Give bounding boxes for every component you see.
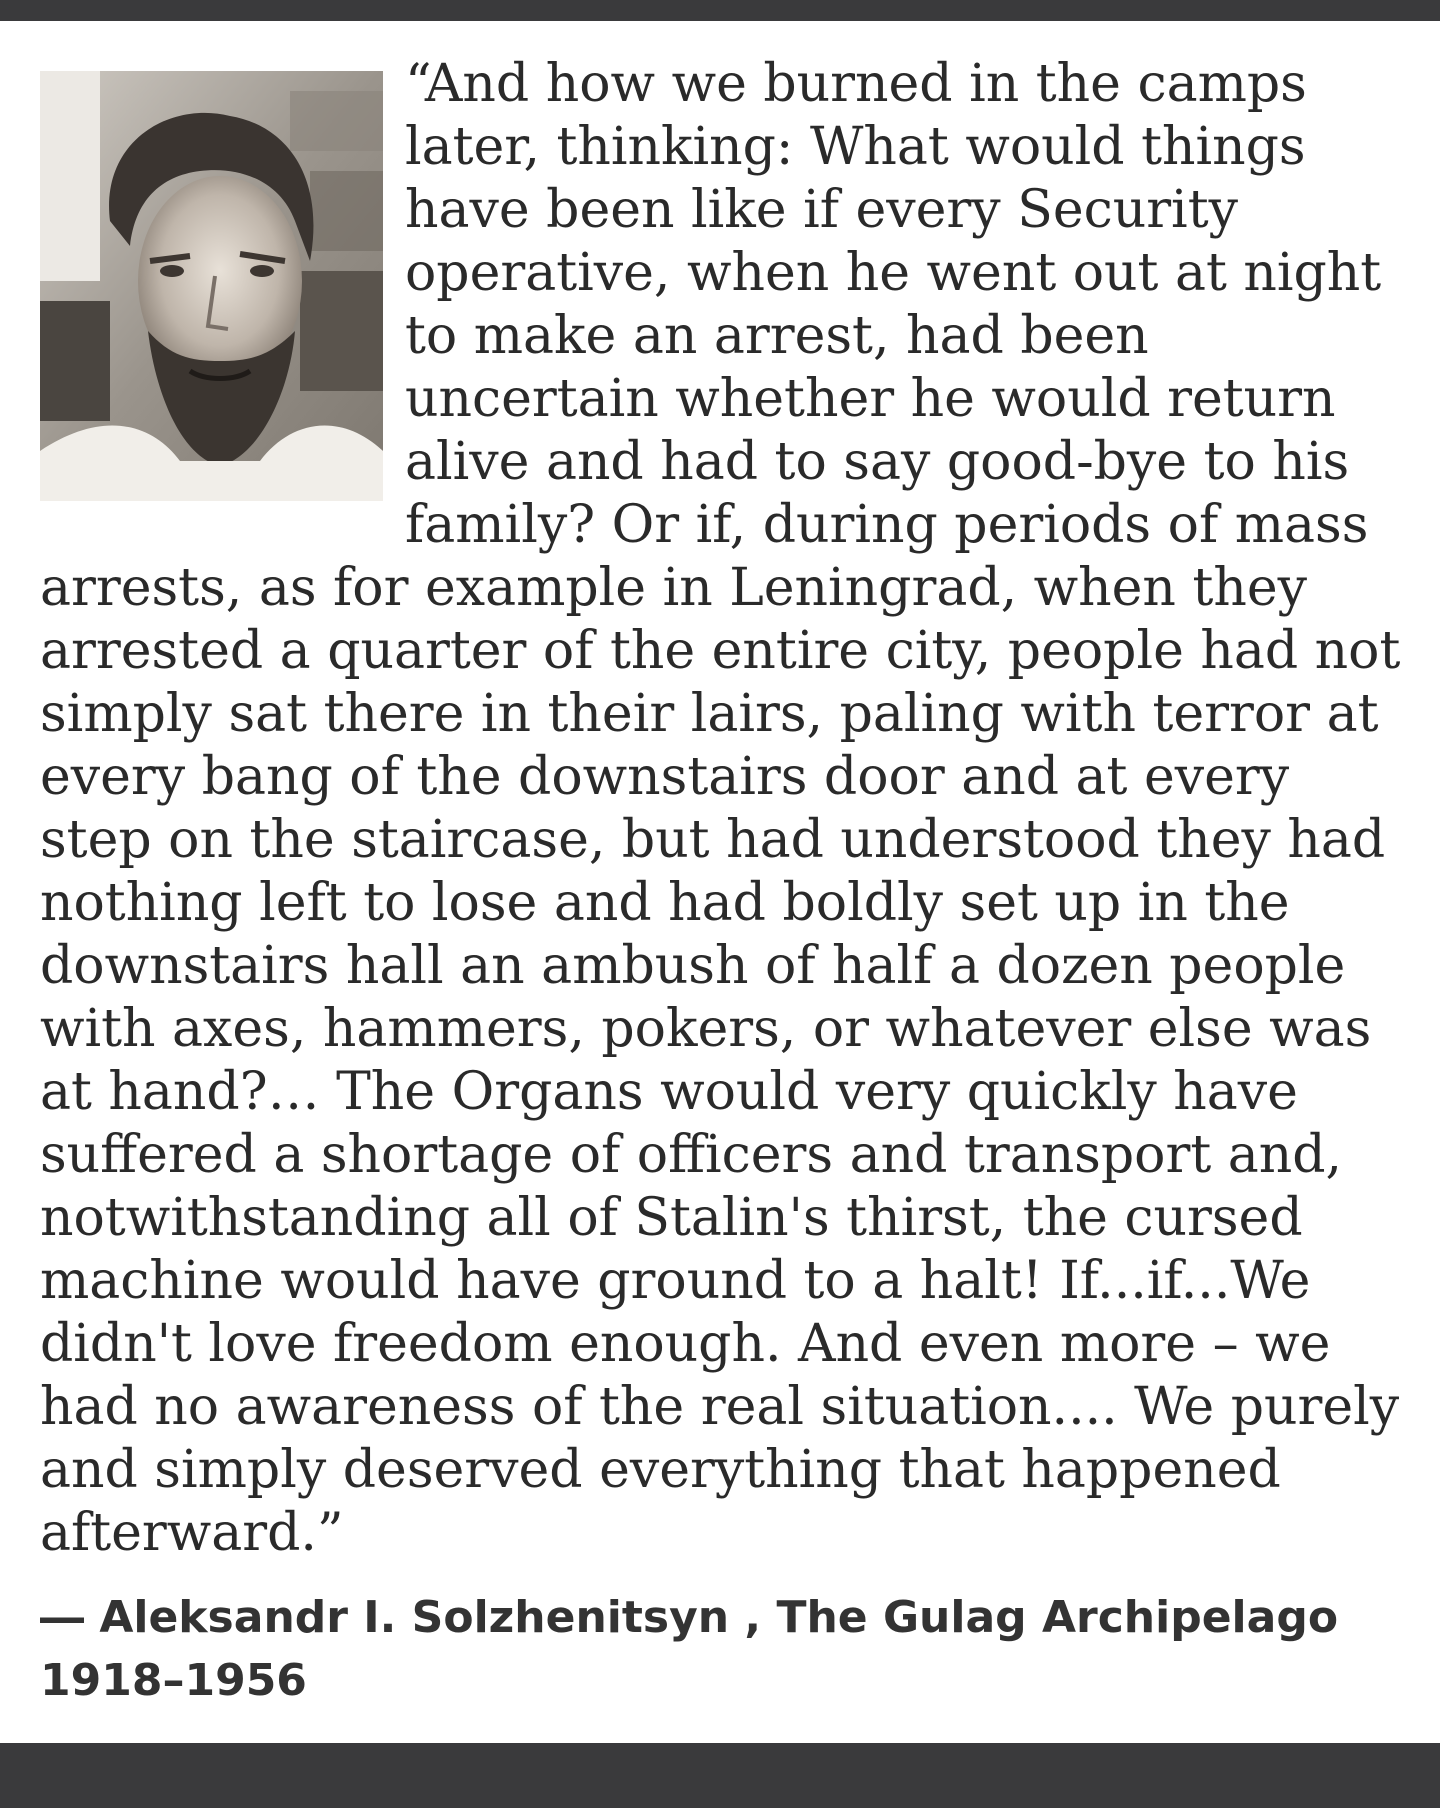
top-frame-bar — [0, 0, 1440, 21]
author-portrait-image — [40, 71, 383, 501]
author-portrait — [40, 71, 383, 501]
quote-attribution: ― Aleksandr I. Solzhenitsyn , The Gulag Archipelago 1918–1956 — [40, 1592, 1339, 1706]
bottom-frame-bar — [0, 1743, 1440, 1808]
quote-block — [40, 53, 1410, 1565]
quote-text: “And how we burned in the camps later, thinking: What would things have been like if every Security operative, when he went out at night to make an arrest, had been uncertain whether he would return alive and had to say good-bye to his family? Or if, during periods of mass arrests, as for example in Leningrad, when they arrested a quarter of the entire city, people had not simply sat there in their lairs, paling with terror at every bang of the downstairs door and at every step on the staircase, but had understood they had nothing left to lose and had boldly set up in the downstairs hall an ambush of half a dozen people with axes, hammers, pokers, or whatever else was at hand?… The Organs would very quickly have suffered a shortage of officers and transport and, notwithstanding all of Stalin's thirst, the cursed machine would have ground to a halt! If...if...We didn't love freedom enough. And even more – we had no awareness of the real situation.... We purely and simply deserved everything that happened afterward.” — [40, 54, 1401, 1563]
quote-card — [0, 21, 1440, 1743]
